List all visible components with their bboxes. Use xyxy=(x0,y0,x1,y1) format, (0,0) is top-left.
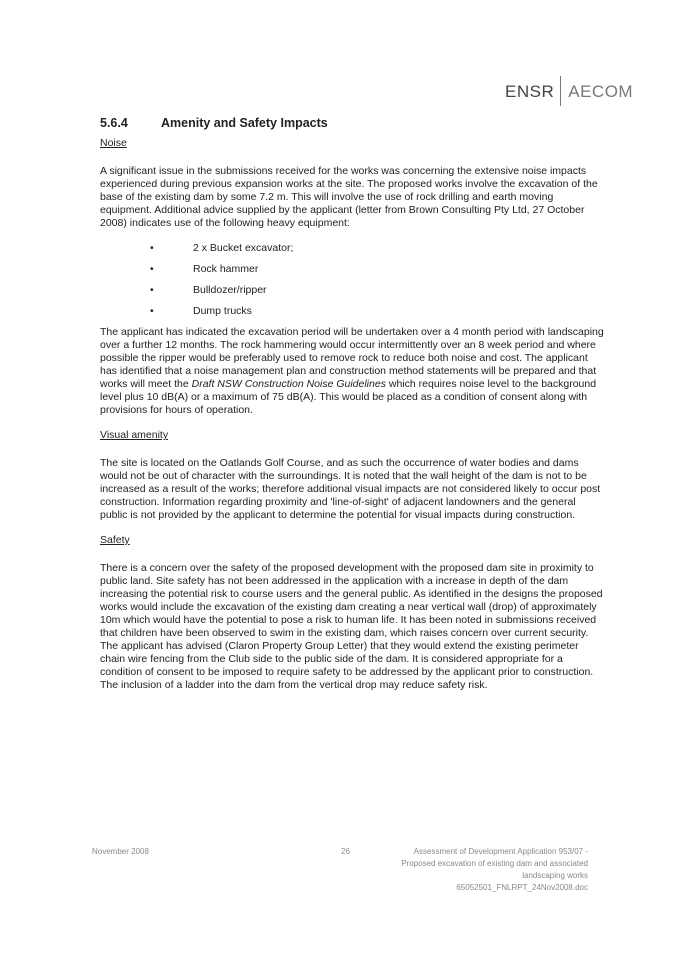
bullet-icon: • xyxy=(150,284,154,296)
bullet-icon: • xyxy=(150,263,154,275)
bullet-icon: • xyxy=(150,242,154,254)
safety-paragraph: There is a concern over the safety of the proposed development with the proposed dam site in proximity to public land. Site safety has not been addressed in the application with a increase in depth of the dam increasing the potential risk to course users and the general public. As identified in the designs the proposed works would include the excavation of the existing dam creating a near vertical wall (drop) of approximately 10m which would have the potential to pose a risk to human life. It has been noted in submissions received that children have been observed to swim in the existing dam, which raises concern over current security. The applicant has advised (Claron Property Group Letter) that they would extend the existing perimeter chain wire fencing from the Club side to the public side of the dam. It is considered appropriate for a condition of consent to be imposed to require safety to be addressed by the applicant prior to construction. The inclusion of a ladder into the dam from the vertical drop may reduce safety risk. xyxy=(100,562,603,691)
noise-paragraph-2: The applicant has indicated the excavation period will be undertaken over a 4 month period with landscaping over a further 12 months. The rock hammering would occur intermittently over an 8 week period and where possible the ripper would be preferably used to remove rock to reduce both noise and cost. The applicant has identified that a noise management plan and construction method statements will be prepared and that works will meet the Draft NSW Construction Noise Guidelines which requires noise level to the background level plus 10 dB(A) or a maximum of 75 dB(A). This would be placed as a condition of consent along with provisions for hours of operation. xyxy=(100,326,604,416)
noise-paragraph-1: A significant issue in the submissions received for the works was concerning the extensive noise impacts experienced during previous expansion works at the site. The proposed works involve the excavation of the base of the existing dam by some 7.2 m. This will involve the use of rock drilling and earth moving equipment. Additional advice supplied by the applicant (letter from Brown Consulting Pty Ltd, 27 October 2008) indicates use of the following heavy equipment: xyxy=(100,165,598,229)
document-body xyxy=(100,117,605,704)
safety-heading: Safety xyxy=(100,534,130,546)
footer-date: November 2008 xyxy=(92,847,149,856)
list-item: • 2 x Bucket excavator; xyxy=(150,242,294,254)
page-number: 26 xyxy=(341,847,350,856)
list-item: • Rock hammer xyxy=(150,263,259,275)
visual-amenity-paragraph: The site is located on the Oatlands Golf Course, and as such the occurrence of water bodies and dams would not be out of character with the surroundings. It is noted that the wall height of the dam is not to be increased as a result of the works; therefore additional visual impacts are not considered likely to occur post construction. Information regarding proximity and 'line-of-sight' of adjacent landowners and the general public is not provided by the applicant to determine the potential for visual impacts during construction. xyxy=(100,457,601,521)
section-title: Amenity and Safety Impacts xyxy=(161,116,328,130)
list-item: • Bulldozer/ripper xyxy=(150,284,267,296)
equipment-list xyxy=(100,242,605,318)
footer-document-title: Assessment of Development Application 953/07 - Proposed excavation of existing dam and associated landscaping works 65052501_FNLRPT_24Nov2008.doc xyxy=(401,847,588,892)
guidelines-title: Draft NSW Construction Noise Guidelines xyxy=(191,378,386,390)
list-item: • Dump trucks xyxy=(150,305,252,317)
noise-heading: Noise xyxy=(100,137,127,149)
logo-aecom: AECOM xyxy=(568,82,634,101)
section-number: 5.6.4 xyxy=(100,116,128,130)
logo-ensr: ENSR xyxy=(505,82,555,101)
visual-amenity-heading: Visual amenity xyxy=(100,429,169,441)
section-heading xyxy=(100,117,605,130)
logo-divider xyxy=(560,76,561,106)
company-logo xyxy=(505,76,633,106)
bullet-icon: • xyxy=(150,305,154,317)
